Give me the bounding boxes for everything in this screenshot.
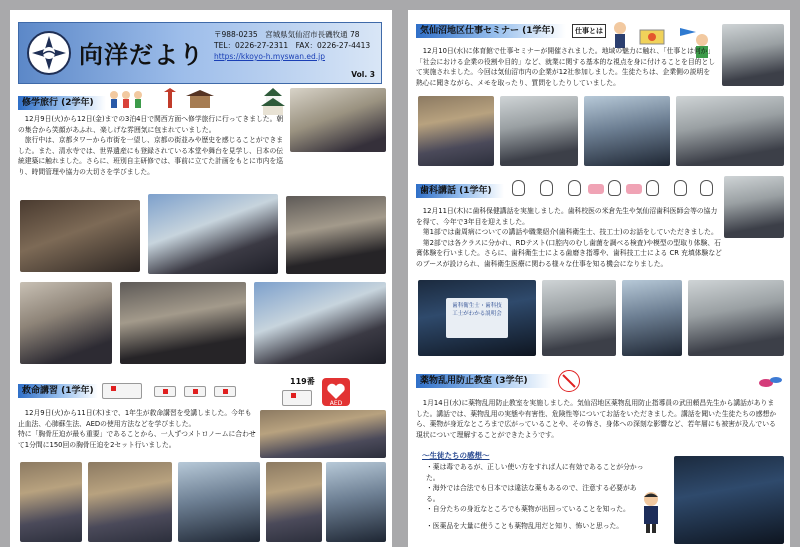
dental-photo-1 <box>542 280 616 356</box>
career-body-text: 12月10日(水)に体育館で仕事セミナーが開催されました。地域の魅力に触れ、「仕事とは何か」「社会における企業の役割や目的」など、就業に関する基本的な視点を身に付けることを目的として実施されました。今回は気仙沼市内の企業が12社参加しました。生徒たちは、企業側の説明を熱心に聞きながら、メモを取ったり、質問をしたりしていました。 <box>416 47 716 87</box>
ambulance-icon <box>184 386 206 397</box>
tooth-icon <box>646 180 659 196</box>
trip-photo-group-5 <box>120 282 246 364</box>
section-heading-career: 気仙沼地区仕事セミナー (1学年) <box>416 24 566 38</box>
pills-icon <box>758 372 784 394</box>
drug-lecture-photo <box>674 456 784 544</box>
list-item: ・薬は毒であるが、正しい使い方をすれば人に有効であることが分かった。 <box>426 463 644 482</box>
career-photo-1 <box>418 96 494 166</box>
tooth-icon <box>700 180 713 196</box>
section-heading-rescue: 救命講習 (1学年) <box>18 384 98 398</box>
castle-illustration <box>258 86 288 116</box>
school-address: 〒988-0235 宮城県気仙沼市長磯牧通 78 <box>214 30 360 39</box>
dental-photo-3 <box>688 280 784 356</box>
section-heading-dental: 歯科講話 (1学年) <box>416 184 504 198</box>
aed-label: AED <box>329 400 343 406</box>
list-item: ・海外では合法でも日本では違法な薬もあるので、注意する必要がある。 <box>426 484 637 503</box>
dental-photo-2 <box>622 280 682 356</box>
career-photo-speakers <box>722 24 784 86</box>
ambulance-icon <box>214 386 236 397</box>
rescue-body-text: 12月9日(火)から11日(木)まで、1年生が救命講習を受講しました。今年も止血法、心肺蘇生法、AEDの使用方法などを学びました。 特に「胸骨圧迫が最も重要」であることから、一人ずつメトロノームに合わせて1分間に150回の胸骨圧迫を2セット行いました。 <box>18 409 256 449</box>
rescue-photo-5 <box>326 462 386 542</box>
career-photo-3 <box>584 96 670 166</box>
tooth-icon <box>512 180 525 196</box>
student-character-icon <box>638 490 664 534</box>
newsletter-page-left <box>10 10 392 547</box>
aed-icon <box>322 378 350 406</box>
ambulance-icon <box>154 386 176 397</box>
ambulance-icon <box>102 383 142 399</box>
trip-photo-group-1 <box>20 200 140 272</box>
dental-screen-photo <box>418 280 536 356</box>
newsletter-page-right <box>408 10 790 547</box>
student-voices-list <box>426 462 650 531</box>
toothpaste-icon <box>626 184 642 194</box>
career-photo-2 <box>500 96 578 166</box>
tooth-icon <box>540 180 553 196</box>
drug-body-text: 1月14日(水)に薬物乱用防止教室を実施しました。気仙沼地区薬物乱用防止指導員の武田頼昌先生から講話がありました。講話では、薬物乱用の実態や有害性、危険性等についてお話をいただきました。講話を聞いた生徒たちの感想から、薬物が身近なところまで広がっていることや、その怖さ、身体への深刻な影響など、若年層にも被害が及んでいる現状について理解することができたようです。 <box>416 399 777 439</box>
career-photo-4 <box>676 96 784 166</box>
dental-tools-photo <box>724 176 784 238</box>
list-item: ・医薬品を大量に使うことも薬物乱用だと知り、怖いと思った。 <box>426 521 624 530</box>
newsletter-title: 向洋だより <box>79 41 204 69</box>
trip-photo-group-2 <box>148 194 278 274</box>
masthead <box>18 22 382 84</box>
volume-number: Vol. 3 <box>351 70 375 79</box>
dental-screen-text: 歯科衛生士・歯科技工士がわかる説明会 <box>446 298 508 338</box>
trip-body-text: 12月9日(火)から12日(金)までの3泊4日で関西方面へ修学旅行に行ってきました。朝の集合から笑顔があふれ、楽しげな雰囲気に包まれていました。 旅行中は、京都タワーから市街を一望し、京都の街並みや歴史を感じることができました。また、清水寺では、世界遺産にも登録されている本堂や舞台を見学し、日本の伝統建築に触れました。さらに、班別自主研修では、事前に立てた計画をもとに市内を巡り、時間管理や協力の大切さを学びました。 <box>18 115 284 176</box>
section-heading-drug: 薬物乱用防止教室 (3学年) <box>416 374 552 388</box>
school-website-link[interactable]: https://kkoyo-h.myswan.ed.jp <box>214 52 326 61</box>
tooth-icon <box>568 180 581 196</box>
rescue-photo-3 <box>178 462 260 542</box>
section-heading-trip: 修学旅行 (2学年) <box>18 96 106 110</box>
trip-photo-group-6 <box>254 282 386 364</box>
rescue-photo-2 <box>88 462 172 542</box>
school-emblem-icon <box>27 31 71 75</box>
toothpaste-icon <box>588 184 604 194</box>
dental-body-text: 12月11日(木)に歯科保健講話を実施しました。歯科校医の米倉先生や気仙沼歯科医師会等の協力を得て、今年で3年目を迎えました。 第1部では歯周病についての講話や職業紹介(歯科衛生士、技工士)のお話をしていただきました。 第2部では各クラスに分かれ、RDテスト(口腔内のむし歯菌を調べる検査)や模型の型取り体験、石膏体験を行いました。さらに、歯科衛生士による歯磨き指導や、歯科技工士による CR 充填体験などのブースが設けられ、歯科衛生医療に関わる様々な仕事を知る機会になりました。 <box>416 207 722 268</box>
no-drugs-icon <box>558 370 580 392</box>
travel-illustration <box>106 88 226 110</box>
trip-photo-group-4 <box>20 282 112 364</box>
list-item: ・自分たちの身近なところでも薬物が出回っていることを知った。 <box>426 505 630 513</box>
ambulance-icon <box>282 390 312 406</box>
kiyomizu-temple-photo <box>290 88 386 152</box>
school-phone: TEL：0226-27-2311 FAX：0226-27-4413 <box>214 41 371 50</box>
career-tag: 仕事とは <box>572 24 606 38</box>
student-voices-title: 〜生徒たちの感想〜 <box>422 451 490 460</box>
rescue-photo-1 <box>20 462 82 542</box>
school-contact <box>214 29 370 62</box>
tooth-icon <box>674 180 687 196</box>
emergency-number-label: 119番 <box>290 377 315 386</box>
rescue-photo-gym <box>260 410 386 458</box>
tooth-icon <box>608 180 621 196</box>
rescue-photo-4 <box>266 462 322 542</box>
trip-photo-group-3 <box>286 196 386 274</box>
